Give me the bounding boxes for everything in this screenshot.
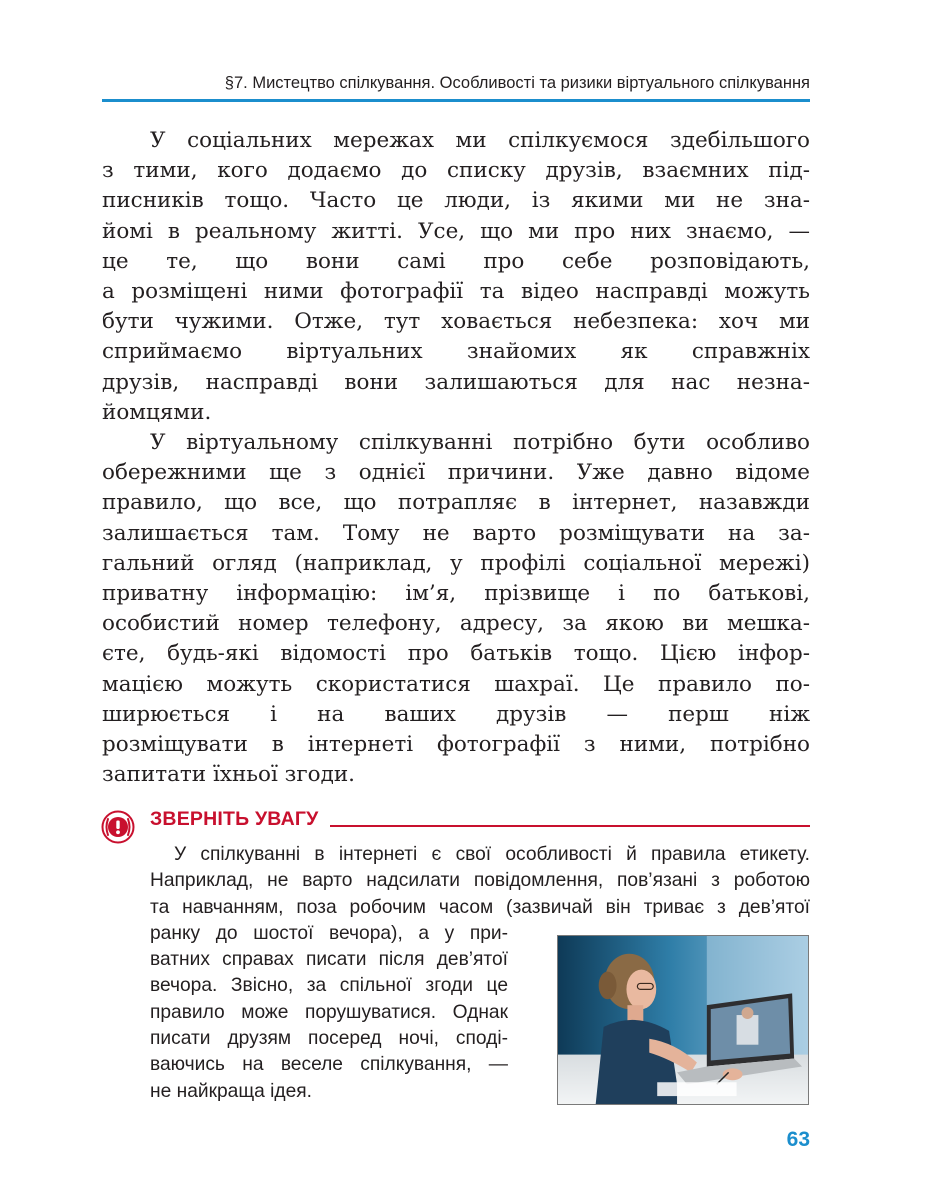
running-header: §7. Мистецтво спілкування. Особливості та ризики віртуального спілкування [224,74,810,92]
notice-line: ваючись на веселе спілкування, — [150,1054,508,1076]
body-line: запитати їхньої згоди. [102,762,356,788]
body-line: бути чужими. Отже, тут ховається небезпека: хоч ми [102,309,810,335]
exclamation-circle-icon [101,810,135,844]
body-line: сприймаємо віртуальних знайомих як справжніх [102,339,810,365]
body-line: гальний огляд (наприклад, у профілі соціальної мережі) [102,550,810,576]
notice-line: ранку до шостої вечора), а у при- [150,922,508,944]
notice-line: та навчанням, поза робочим часом (зазвичай він триває з дев’ятої [150,896,810,918]
notice-line: не найкраща ідея. [150,1080,312,1102]
notice-line: вечора. Звісно, за спільної згоди це [150,975,508,997]
body-line: приватну інформацію: ім’я, прізвище і по батькові, [102,581,810,607]
header-rule [102,99,810,102]
notice-line: Наприклад, не варто надсилати повідомлення, пов’язані з роботою [150,870,810,892]
woman-laptop-photo [557,935,809,1105]
notice-line: У спілкуванні в інтернеті є свої особливості й правила етикету. [174,844,810,865]
body-line: обережними ще з однієї причини. Уже давно відоме [102,460,810,486]
notice-rule [330,825,810,827]
notice-title: ЗВЕРНІТЬ УВАГУ [150,808,319,830]
body-line: йомцями. [102,399,212,425]
notice-line: правило може порушуватися. Однак [150,1001,508,1023]
body-line: У віртуальному спілкуванні потрібно бути особливо [150,430,810,456]
body-line: писників тощо. Часто це люди, із якими ми не зна- [102,188,810,214]
body-line: друзів, насправді вони залишаються для нас незна- [102,369,810,395]
body-line: розміщувати в інтернеті фотографії з ними, потрібно [102,732,810,758]
body-line: мацією можуть скористатися шахраї. Це правило по- [102,671,810,697]
body-line: ширюється і на ваших друзів — перш ніж [102,701,810,727]
main-text [102,126,810,790]
body-line: а розміщені ними фотографії та відео насправді можуть [102,279,810,305]
body-line: У соціальних мережах ми спілкуємося здебільшого [150,128,810,153]
body-line: єте, будь-які відомості про батьків тощо. Цією інфор- [102,641,810,667]
body-line: особистий номер телефону, адресу, за якою ви мешка- [102,611,810,637]
body-line: йомі в реальному житті. Усе, що ми про них знаємо, — [102,218,810,244]
body-line: це те, що вони самі про себе розповідають, [102,248,810,274]
body-line: правило, що все, що потрапляє в інтернет, назавжди [102,490,810,516]
body-line: залишається там. Тому не варто розміщувати на за- [102,520,810,546]
page-number: 63 [786,1128,810,1151]
notice-line: ватних справах писати після дев’ятої [150,949,508,971]
body-line: з тими, кого додаємо до списку друзів, взаємних під- [102,158,810,184]
notice-line: писати друзям посеред ночі, споді- [150,1028,508,1050]
